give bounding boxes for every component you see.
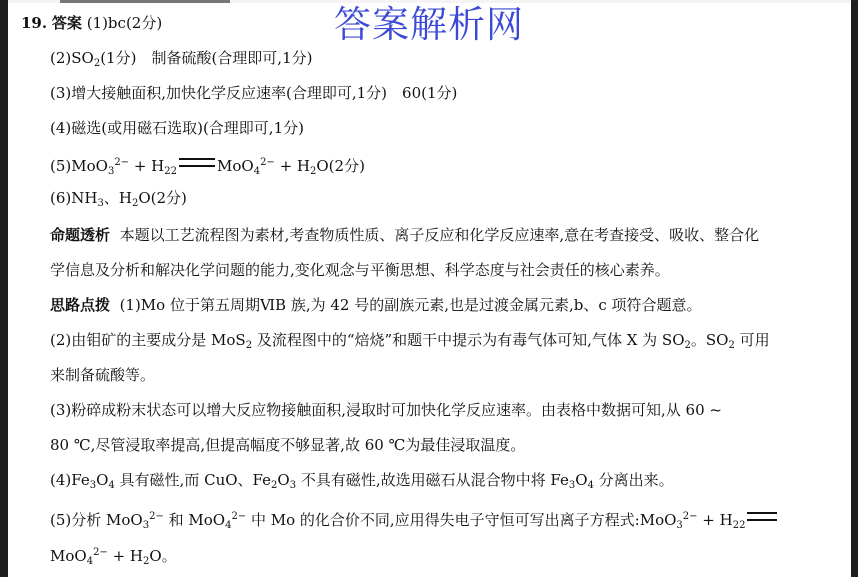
answer-line-1 [21, 13, 162, 33]
para-2-line-2: 来制备硫酸等。 [50, 366, 156, 384]
p2-a: (2)由钼矿的主要成分是 MoS [50, 331, 246, 349]
idea-text-1: (1)Mo 位于第五周期ⅥB 族,为 42 号的副族元素,也是过渡金属元素,b、c 项符合题意。 [119, 296, 702, 314]
p5-a: (5)分析 MoO [50, 511, 143, 529]
right-border [851, 0, 858, 577]
sub-2b: 2 [170, 166, 177, 177]
answer-5-c: MoO [217, 157, 254, 175]
p5-last-a: MoO [50, 547, 87, 565]
answer-line-6 [50, 188, 187, 214]
sup-2m: 2− [231, 511, 247, 522]
answer-label: 答案 [51, 14, 82, 32]
idea-label: 思路点拨 [50, 296, 111, 314]
para-3-line-2: 80 ℃,尽管浸取率提高,但提高幅度不够显著,故 60 ℃为最佳浸取温度。 [50, 436, 526, 454]
para-2-line-1 [50, 330, 770, 356]
answer-6-c: O(2分) [138, 189, 187, 207]
sub-2: 2 [728, 340, 735, 351]
sub-2: 2 [245, 340, 253, 351]
answer-6-b: 、H [103, 189, 132, 207]
sub-2: 2 [271, 480, 278, 491]
analysis-line-1 [50, 225, 759, 245]
sub-3: 3 [107, 166, 115, 177]
para-3-line-1: (3)粉碎成粉末状态可以增大反应物接触面积,浸取时可加快化学反应速率。由表格中数据可知,从 60 ~ [50, 401, 722, 419]
top-cut-text [60, 0, 230, 3]
sub-2: 2 [93, 58, 101, 69]
equals-sign [747, 512, 777, 521]
answer-2-a: (2)SO [50, 49, 94, 67]
question-number: 19. [21, 14, 48, 32]
answer-line-2 [50, 48, 312, 74]
sub-3: 3 [142, 520, 150, 531]
sub-2: 2 [310, 166, 317, 177]
p4-a: (4)Fe [50, 471, 90, 489]
answer-6-a: (6)NH [50, 189, 98, 207]
sub-3: 3 [289, 480, 297, 491]
sub-2: 2 [684, 340, 691, 351]
p4-g: 分离出来。 [593, 471, 674, 489]
sub-4: 4 [86, 556, 94, 567]
p5-b: 和 MoO [163, 511, 226, 529]
equals-sign [179, 158, 215, 167]
sup-2m: 2− [114, 157, 130, 168]
answer-line-3: (3)增大接触面积,加快化学反应速率(合理即可,1分) 60(1分) [50, 84, 458, 102]
p5-d: + H [697, 511, 733, 529]
sup-2m: 2− [682, 511, 698, 522]
answer-2-b: (1分) 制备硫酸(合理即可,1分) [100, 49, 313, 67]
p4-c: 具有磁性,而 CuO、Fe [114, 471, 271, 489]
sub-2b: 2 [739, 520, 746, 531]
p4-e: 不具有磁性,故选用磁石从混合物中将 Fe [296, 471, 569, 489]
para-5-line-2 [50, 543, 177, 572]
sub-2: 2 [143, 556, 150, 567]
sup-2m: 2− [260, 157, 275, 168]
sub-2: 2 [732, 520, 740, 531]
sup-2m: 2− [93, 547, 108, 558]
sub-3: 3 [97, 198, 104, 209]
p2-c: 。SO [690, 331, 729, 349]
para-4-line [50, 470, 674, 496]
sub-3: 3 [89, 480, 97, 491]
left-border [0, 0, 8, 577]
answer-line-4: (4)磁选(或用磁石选取)(合理即可,1分) [50, 119, 304, 137]
answer-5-d: + H [274, 157, 310, 175]
p5-last-c: O。 [149, 547, 177, 565]
sup-2m: 2− [149, 511, 164, 522]
sub-2: 2 [164, 166, 171, 177]
p5-c: 中 Mo 的化合价不同,应用得失电子守恒可写出离子方程式:MoO [246, 511, 677, 529]
p2-d: 可用 [734, 331, 770, 349]
answer-1: (1)bc(2分) [86, 14, 163, 32]
p2-b: 及流程图中的“焙烧”和题干中提示为有毒气体可知,气体 X 为 SO [252, 331, 685, 349]
analysis-text-1: 本题以工艺流程图为素材,考查物质性质、离子反应和化学反应速率,意在考查接受、吸收、整合化 [119, 226, 760, 244]
sub-4: 4 [108, 480, 115, 491]
p5-last-b: + H [107, 547, 143, 565]
para-5-line-1 [50, 507, 779, 536]
sub-3: 3 [676, 520, 683, 531]
answer-5-e: O(2分) [316, 157, 365, 175]
sub-4: 4 [225, 520, 232, 531]
idea-line-1 [50, 295, 702, 315]
sub-4: 4 [587, 480, 594, 491]
answer-line-5 [50, 153, 365, 182]
sub-2: 2 [131, 198, 139, 209]
sub-4: 4 [253, 166, 261, 177]
sub-3: 3 [568, 480, 576, 491]
analysis-label: 命题透析 [50, 226, 111, 244]
analysis-line-2: 学信息及分析和解决化学问题的能力,变化观念与平衡思想、科学态度与社会责任的核心素养。 [50, 261, 670, 279]
p4-f: O [575, 471, 588, 489]
answer-5-b: + H [129, 157, 165, 175]
p4-b: O [96, 471, 109, 489]
watermark: 答案解析网 [334, 3, 524, 46]
answer-5-a: (5)MoO [50, 157, 108, 175]
p4-d: O [277, 471, 290, 489]
